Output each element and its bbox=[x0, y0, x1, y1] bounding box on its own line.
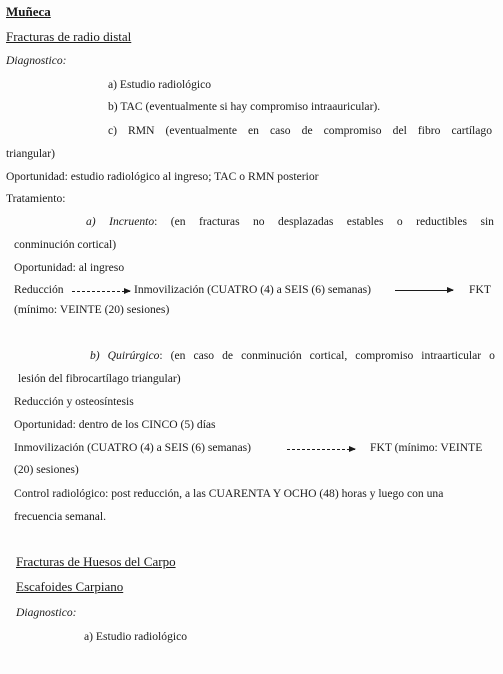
diag-item-c-cont: triangular) bbox=[6, 147, 55, 160]
quirurgico-line bbox=[90, 349, 495, 363]
arrow-icon bbox=[287, 449, 355, 450]
sesiones-quirurgico: (20) sesiones) bbox=[14, 463, 79, 476]
minimo-sesiones: (mínimo: VEINTE (20) sesiones) bbox=[14, 303, 170, 316]
tratamiento-label: Tratamiento: bbox=[6, 192, 66, 205]
diag-carpo-item-a: a) Estudio radiológico bbox=[84, 630, 188, 643]
oportunidad-diagnostico: Oportunidad: estudio radiológico al ingreso; TAC o RMN posterior bbox=[6, 170, 319, 183]
quirurgico-label: b) Quirúrgico bbox=[90, 349, 160, 362]
page-title: Muñeca bbox=[6, 4, 51, 19]
diag-item-b: b) TAC (eventualmente si hay compromiso intraauricular). bbox=[108, 100, 381, 113]
oportunidad-incruento: Oportunidad: al ingreso bbox=[14, 261, 125, 274]
diag-item-a: a) Estudio radiológico bbox=[108, 78, 212, 91]
reduccion-label: Reducción bbox=[14, 283, 64, 296]
subheading-escafoides: Escafoides Carpiano bbox=[16, 579, 124, 594]
oportunidad-quirurgico: Oportunidad: dentro de los CINCO (5) días bbox=[14, 418, 216, 431]
incruento-label: a) Incruento bbox=[86, 215, 155, 228]
inmovilizacion-quirurgico: Inmovilización (CUATRO (4) a SEIS (6) semanas) bbox=[14, 441, 251, 454]
diagnostico-label: Diagnostico: bbox=[6, 54, 67, 67]
quirurgico-text: : (en caso de conminución cortical, compromiso intraarticular o bbox=[159, 349, 495, 362]
incruento-text-cont: conminución cortical) bbox=[14, 238, 117, 251]
reduccion-osteosintesis: Reducción y osteosíntesis bbox=[14, 395, 134, 408]
fkt-minimo-quirurgico: FKT (mínimo: VEINTE bbox=[370, 441, 483, 454]
section-heading-carpo: Fracturas de Huesos del Carpo bbox=[16, 554, 176, 569]
fkt-label: FKT bbox=[469, 283, 491, 296]
diag-item-c: c) RMN (eventualmente en caso de compromiso del fibro cartílago bbox=[108, 124, 492, 137]
quirurgico-text-cont: lesión del fibrocartílago triangular) bbox=[18, 372, 181, 385]
control-radiologico-cont: frecuencia semanal. bbox=[14, 510, 107, 523]
incruento-text: : (en fracturas no desplazadas estables o reductibles sin bbox=[154, 215, 494, 228]
arrow-icon bbox=[72, 291, 130, 292]
incruento-line bbox=[86, 215, 494, 229]
arrow-icon bbox=[395, 290, 453, 291]
inmovilizacion-label: Inmovilización (CUATRO (4) a SEIS (6) semanas) bbox=[134, 283, 371, 296]
section-heading-radio-distal: Fracturas de radio distal bbox=[6, 29, 132, 44]
control-radiologico: Control radiológico: post reducción, a las CUARENTA Y OCHO (48) horas y luego con una bbox=[14, 487, 444, 500]
diagnostico-label-carpo: Diagnostico: bbox=[16, 606, 77, 619]
